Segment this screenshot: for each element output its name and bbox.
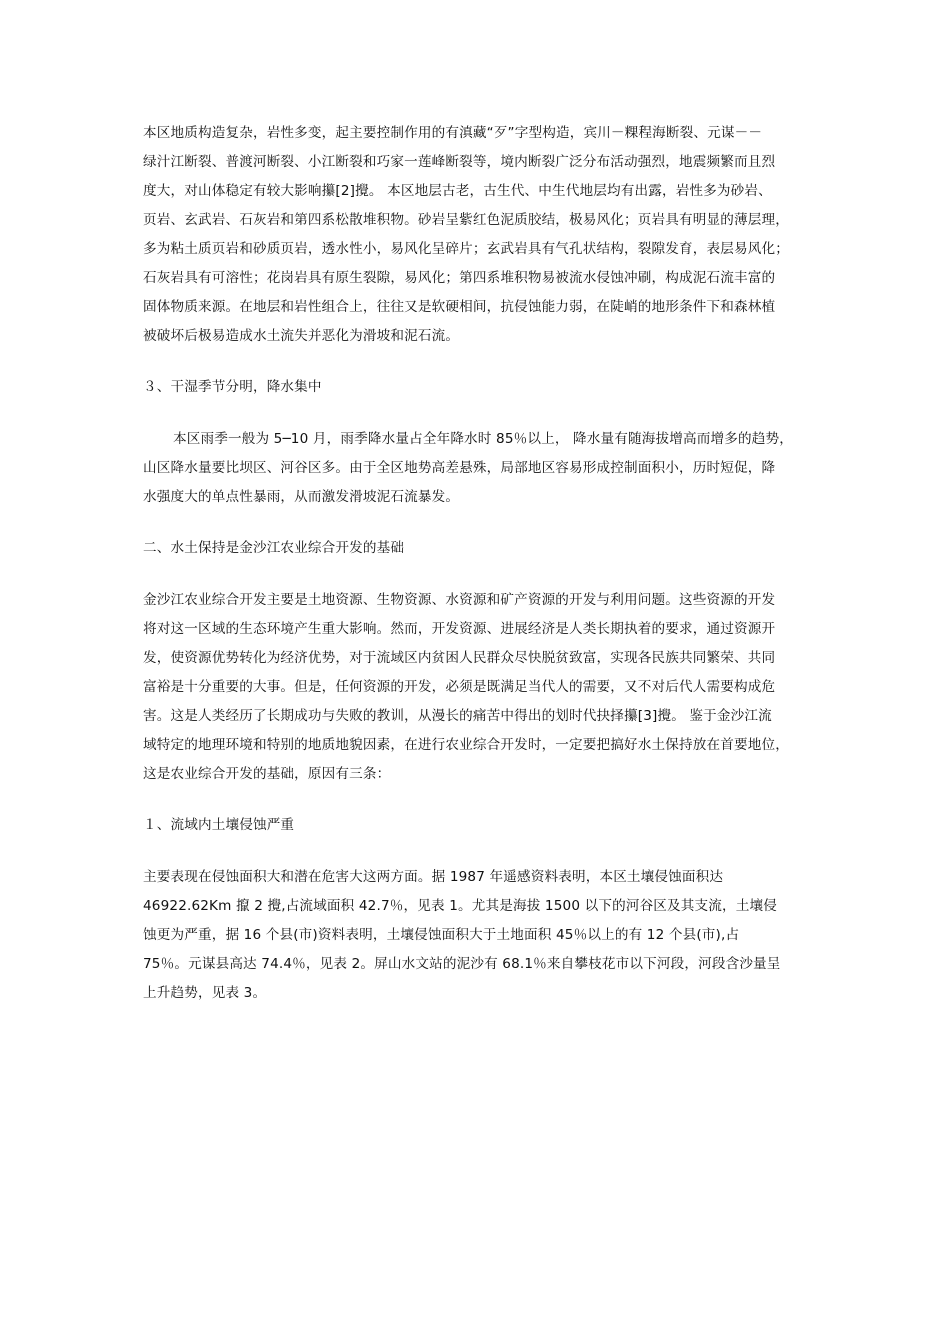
text-line: 富裕是十分重要的大事。但是，任何资源的开发，必须是既满足当代人的需要，又不对后代人需要构成危	[143, 679, 776, 695]
heading-section-two	[143, 534, 811, 563]
section-heading: 二、水土保持是金沙江农业综合开发的基础	[143, 540, 405, 556]
text-line: 固体物质来源。在地层和岩性组合上，往往又是软硬相间，抗侵蚀能力弱，在陡峭的地形条件下和森林植	[143, 299, 776, 315]
text-line: 页岩、玄武岩、石灰岩和第四系松散堆积物。砂岩呈紫红色泥质胶结，极易风化；页岩具有明显的薄层理，	[143, 212, 789, 228]
text-line: 蚀更为严重，据 16 个县(市)资料表明，土壤侵蚀面积大于土地面积 45％以上的有 12 个县(市),占	[143, 927, 740, 943]
text-line: 度大，对山体稳定有较大影响攥[2]攪。 本区地层古老，古生代、中生代地层均有出露，岩性多为砂岩、	[143, 183, 772, 199]
text-line: 将对这一区域的生态环境产生重大影响。然而，开发资源、进展经济是人类长期执着的要求，通过资源开	[143, 621, 776, 637]
text-line: 46922.62Km 攛 2 攪,占流域面积 42.7％，见表 1。尤其是海拔 1500 以下的河谷区及其支流，土壤侵	[143, 898, 778, 914]
text-line: 上升趋势，见表 3。	[143, 985, 267, 1001]
heading-seasons	[143, 373, 811, 402]
heading-erosion	[143, 811, 811, 840]
text-line: 发，使资源优势转化为经济优势，对于流域区内贫困人民群众尽快脱贫致富，实现各民族共同繁荣、共同	[143, 650, 776, 666]
text-line: 域特定的地理环境和特别的地质地貌因素，在进行农业综合开发时，一定要把搞好水土保持放在首要地位，	[143, 737, 789, 753]
text-line: 水强度大的单点性暴雨，从而激发滑坡泥石流暴发。	[143, 489, 460, 505]
section-heading: ３、干湿季节分明，降水集中	[143, 379, 322, 395]
document-body	[143, 119, 811, 1008]
text-line: 多为粘土质页岩和砂质页岩，透水性小，易风化呈碎片；玄武岩具有气孔状结构，裂隙发育，表层易风化；	[143, 241, 789, 257]
text-line: 本区雨季一般为 5─10 月，雨季降水量占全年降水时 85％以上， 降水量有随海拔增高而增多的趋势，	[173, 431, 793, 447]
text-line: 害。这是人类经历了长期成功与失败的教训，从漫长的痛苦中得出的划时代抉择攥[3]攪。 鉴于金沙江流	[143, 708, 772, 724]
text-line: 这是农业综合开发的基础，原因有三条：	[143, 766, 391, 782]
text-line: 75％。元谋县高达 74.4％，见表 2。屏山水文站的泥沙有 68.1％来自攀枝花市以下河段，河段含沙量呈	[143, 956, 781, 972]
text-line: 石灰岩具有可溶性；花岗岩具有原生裂隙，易风化；第四系堆积物易被流水侵蚀冲刷，构成泥石流丰富的	[143, 270, 776, 286]
text-line: 绿汁江断裂、普渡河断裂、小江断裂和巧家一莲峰断裂等，境内断裂广泛分布活动强烈，地震频繁而且烈	[143, 154, 776, 170]
text-line: 主要表现在侵蚀面积大和潜在危害大这两方面。据 1987 年遥感资料表明，本区土壤侵蚀面积达	[143, 869, 724, 885]
paragraph-erosion	[143, 863, 811, 1008]
text-line: 本区地质构造复杂，岩性多变，起主要控制作用的有滇藏“歹”字型构造，宾川－粿程海断裂、元谋－－	[143, 125, 763, 141]
section-heading: １、流域内土壤侵蚀严重	[143, 817, 295, 833]
text-line: 山区降水量要比坝区、河谷区多。由于全区地势高差悬殊，局部地区容易形成控制面积小，历时短促，降	[143, 460, 776, 476]
paragraph-development	[143, 586, 811, 789]
paragraph-geology	[143, 119, 811, 351]
paragraph-rainfall	[143, 425, 811, 512]
text-line: 金沙江农业综合开发主要是土地资源、生物资源、水资源和矿产资源的开发与利用问题。这些资源的开发	[143, 592, 776, 608]
text-line: 被破坏后极易造成水土流失并恶化为滑坡和泥石流。	[143, 328, 460, 344]
